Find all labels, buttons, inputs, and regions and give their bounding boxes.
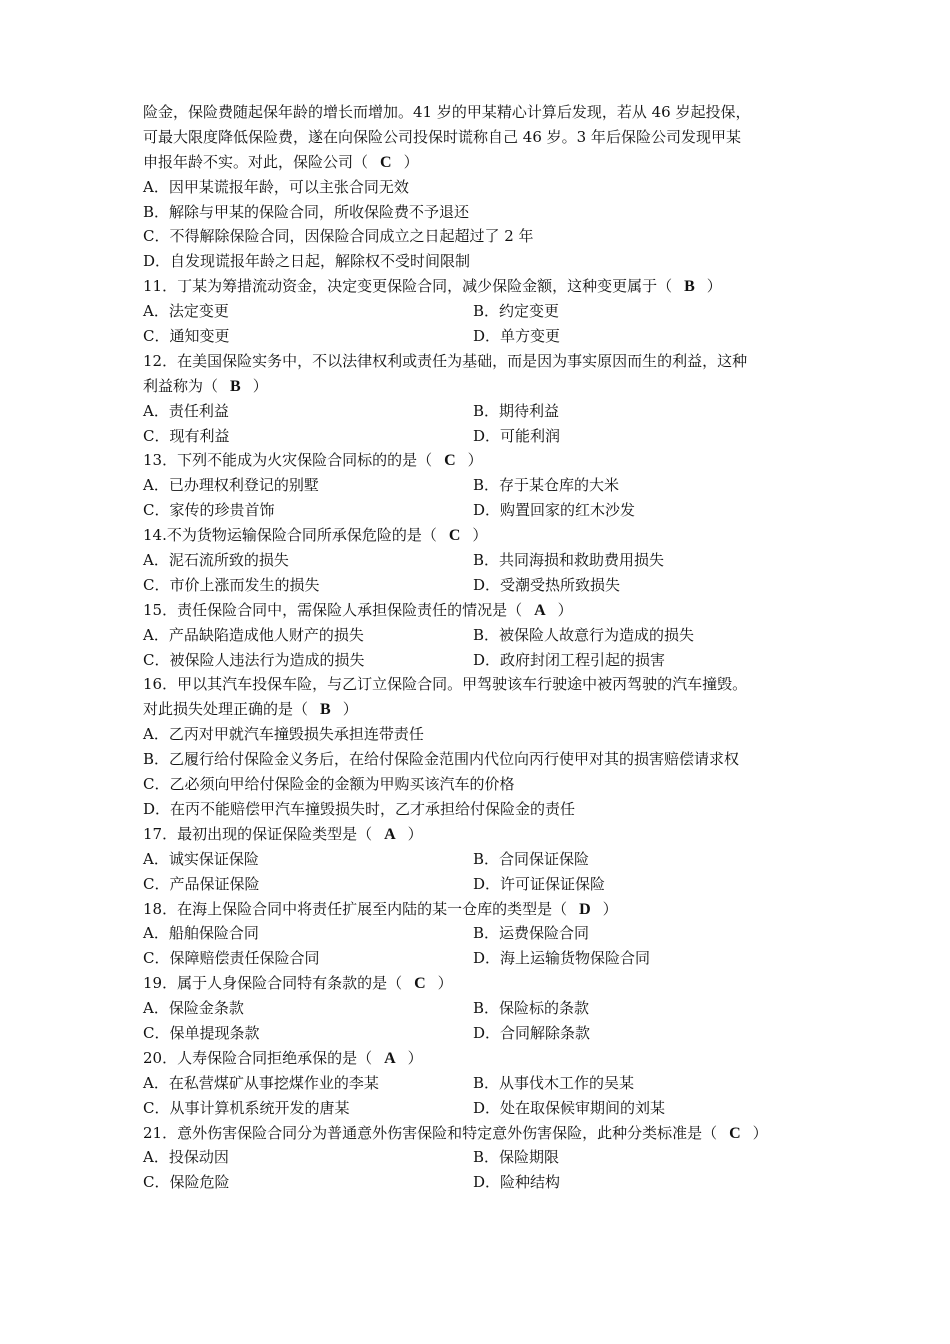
stem-text: 13．下列不能成为火灾保险合同标的的是（ — [143, 451, 433, 470]
stem-text: 20．人寿保险合同拒绝承保的是（ — [143, 1048, 373, 1067]
answer-letter: C — [448, 527, 461, 545]
question-stem — [143, 971, 823, 996]
stem-close: ） — [407, 824, 423, 843]
exam-page — [143, 100, 823, 1195]
option: D．许可证保证保险 — [473, 874, 606, 893]
option-row — [143, 1170, 823, 1195]
option: C．保单提现条款 — [143, 1023, 260, 1042]
option: D．政府封闭工程引起的损害 — [473, 650, 666, 669]
answer-letter: D — [579, 900, 591, 918]
option-row — [143, 921, 823, 946]
option-row — [143, 1145, 823, 1170]
question-stem — [143, 1046, 823, 1071]
option: A．已办理权利登记的别墅 — [143, 476, 319, 495]
question-stem — [143, 897, 823, 922]
stem-text: 19．属于人身保险合同特有条款的是（ — [143, 974, 403, 993]
option: C．产品保证保险 — [143, 874, 260, 893]
option-row — [143, 946, 823, 971]
answer-letter: B — [684, 278, 695, 296]
option: B．合同保证保险 — [473, 849, 590, 868]
stem-close: ） — [706, 277, 722, 296]
option: C．被保险人违法行为造成的损失 — [143, 650, 365, 669]
question-stem — [143, 1121, 823, 1146]
question-stem — [143, 822, 823, 847]
option: A．诚实保证保险 — [143, 849, 259, 868]
option: D．购置回家的红木沙发 — [473, 501, 636, 520]
answer-letter: C — [444, 452, 456, 470]
option: A．法定变更 — [143, 302, 229, 321]
option: A．船舶保险合同 — [143, 924, 259, 943]
option: D．险种结构 — [473, 1173, 561, 1192]
option: B．运费保险合同 — [473, 924, 590, 943]
answer-letter: B — [320, 701, 331, 719]
stem-close: ） — [602, 899, 618, 918]
option-row — [143, 1096, 823, 1121]
option-line: A．乙丙对甲就汽车撞毁损失承担连带责任 — [143, 725, 424, 744]
stem-close: ） — [342, 700, 358, 719]
option-row — [143, 473, 823, 498]
option: C．通知变更 — [143, 327, 230, 346]
option: B．存于某仓库的大米 — [473, 476, 620, 495]
option-row — [143, 399, 823, 424]
stem-close: ） — [403, 152, 419, 171]
option: B．约定变更 — [473, 302, 560, 321]
option: A．在私营煤矿从事挖煤作业的李某 — [143, 1073, 379, 1092]
option: B．期待利益 — [473, 401, 560, 420]
stem-text: 18．在海上保险合同中将责任扩展至内陆的某一仓库的类型是（ — [143, 899, 568, 918]
question-stem — [143, 374, 823, 399]
option-line: B．乙履行给付保险金义务后，在给付保险金范围内代位向丙行使甲对其的损害赔偿请求权 — [143, 750, 740, 769]
option: A．责任利益 — [143, 401, 229, 420]
option-row — [143, 872, 823, 897]
option: D．合同解除条款 — [473, 1023, 591, 1042]
option-row — [143, 648, 823, 673]
stem-close: ） — [407, 1048, 423, 1067]
option: D．可能利润 — [473, 426, 561, 445]
option-row — [143, 573, 823, 598]
option: A．保险金条款 — [143, 999, 244, 1018]
stem-close: ） — [472, 526, 488, 545]
option-row — [143, 847, 823, 872]
option-line: C．不得解除保险合同，因保险合同成立之日起超过了 2 年 — [143, 227, 534, 246]
question-text-line: 12．在美国保险实务中，不以法律权利或责任为基础，而是因为事实原因而生的利益，这种 — [143, 351, 748, 370]
option-row — [143, 498, 823, 523]
option: C．市价上涨而发生的损失 — [143, 575, 320, 594]
answer-letter: A — [384, 825, 396, 843]
answer-letter: B — [230, 377, 241, 395]
stem-close: ） — [252, 376, 268, 395]
stem-close: ） — [752, 1123, 768, 1142]
option-row — [143, 996, 823, 1021]
option: D．处在取保候审期间的刘某 — [473, 1098, 666, 1117]
stem-close: ） — [467, 451, 483, 470]
question-text-line: 可最大限度降低保险费，遂在向保险公司投保时谎称自己 46 岁。3 年后保险公司发现甲某 — [143, 127, 741, 146]
stem-close: ） — [437, 974, 453, 993]
option-line: D．自发现谎报年龄之日起，解除权不受时间限制 — [143, 252, 471, 271]
stem-text: 对此损失处理正确的是（ — [143, 700, 309, 719]
option-row — [143, 1071, 823, 1096]
option: A．泥石流所致的损失 — [143, 551, 289, 570]
option-row — [143, 299, 823, 324]
option-line: A．因甲某谎报年龄，可以主张合同无效 — [143, 177, 409, 196]
option: B．共同海损和救助费用损失 — [473, 551, 665, 570]
option: C．现有利益 — [143, 426, 230, 445]
option: D．单方变更 — [473, 327, 561, 346]
stem-text: 17．最初出现的保证保险类型是（ — [143, 824, 373, 843]
option-row — [143, 424, 823, 449]
option: D．海上运输货物保险合同 — [473, 949, 651, 968]
stem-close: ） — [557, 600, 573, 619]
option-row — [143, 548, 823, 573]
stem-text: 申报年龄不实。对此，保险公司（ — [143, 152, 369, 171]
question-stem — [143, 274, 823, 299]
answer-letter: A — [534, 601, 546, 619]
option: A．产品缺陷造成他人财产的损失 — [143, 625, 364, 644]
option: B．保险标的条款 — [473, 999, 590, 1018]
option-row — [143, 623, 823, 648]
option-row — [143, 324, 823, 349]
option-line: D．在丙不能赔偿甲汽车撞毁损失时，乙才承担给付保险金的责任 — [143, 799, 576, 818]
question-stem — [143, 523, 823, 548]
option: C．从事计算机系统开发的唐某 — [143, 1098, 350, 1117]
option: C．保障赔偿责任保险合同 — [143, 949, 320, 968]
option: B．从事伐木工作的吴某 — [473, 1073, 635, 1092]
question-text-line: 16．甲以其汽车投保车险，与乙订立保险合同。甲驾驶该车行驶途中被丙驾驶的汽车撞毁。 — [143, 675, 748, 694]
answer-letter: C — [380, 153, 392, 171]
stem-text: 14.不为货物运输保险合同所承保危险的是（ — [143, 526, 437, 545]
question-text-line: 险金，保险费随起保年龄的增长而增加。41 岁的甲某精心计算后发现，若从 46 岁起投保， — [143, 103, 751, 121]
stem-text: 利益称为（ — [143, 376, 219, 395]
option: B．保险期限 — [473, 1148, 560, 1167]
stem-text: 15．责任保险合同中，需保险人承担保险责任的情况是（ — [143, 600, 523, 619]
option-line: C．乙必须向甲给付保险金的金额为甲购买该汽车的价格 — [143, 775, 515, 794]
answer-letter: C — [729, 1124, 741, 1142]
question-stem — [143, 697, 823, 722]
answer-letter: C — [414, 975, 426, 993]
question-stem — [143, 448, 823, 473]
question-stem — [143, 598, 823, 623]
option: C．家传的珍贵首饰 — [143, 501, 275, 520]
option: B．被保险人故意行为造成的损失 — [473, 625, 695, 644]
option-row — [143, 1021, 823, 1046]
option: A．投保动因 — [143, 1148, 229, 1167]
answer-letter: A — [384, 1049, 396, 1067]
option: C．保险危险 — [143, 1173, 230, 1192]
stem-text: 21．意外伤害保险合同分为普通意外伤害保险和特定意外伤害保险，此种分类标准是（ — [143, 1123, 718, 1142]
question-stem — [143, 150, 823, 175]
option: D．受潮受热所致损失 — [473, 575, 621, 594]
stem-text: 11．丁某为筹措流动资金，决定变更保险合同，减少保险金额，这种变更属于（ — [143, 277, 673, 296]
option-line: B．解除与甲某的保险合同，所收保险费不予退还 — [143, 202, 470, 221]
